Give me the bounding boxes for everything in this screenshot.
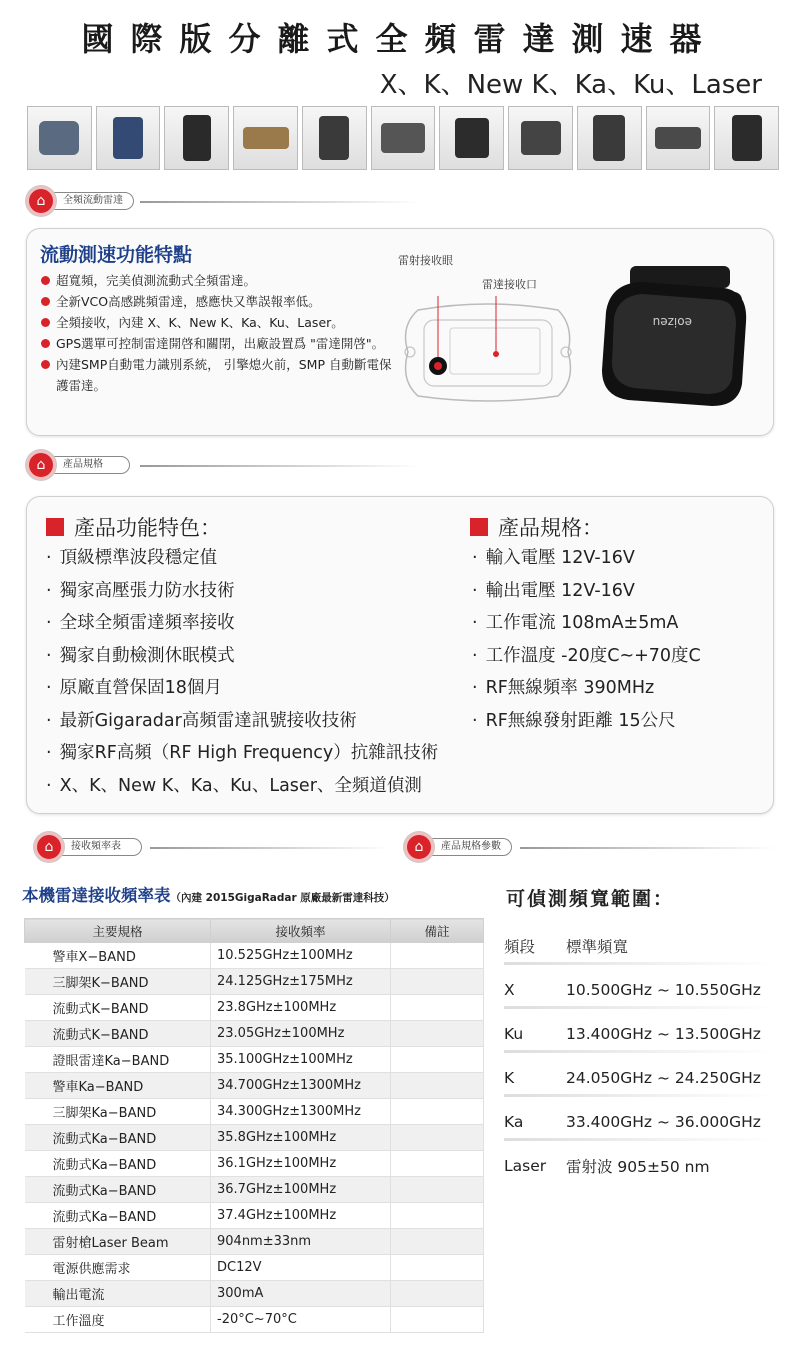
table-cell: 35.100GHz±100MHz — [211, 1047, 391, 1073]
table-cell — [391, 1229, 484, 1255]
table-row — [25, 1073, 484, 1099]
table-cell — [391, 1099, 484, 1125]
table-cell: 流動式Ka−BAND — [25, 1177, 211, 1203]
band-width: 24.050GHz ~ 24.250GHz — [566, 1068, 761, 1087]
table-cell — [391, 1151, 484, 1177]
band-width: 10.500GHz ~ 10.550GHz — [566, 980, 761, 999]
product-spec-item: · 輸出電壓 12V-16V — [472, 580, 635, 601]
product-feature-item: · 全球全頻雷達頻率接收 — [46, 613, 235, 633]
table-row — [25, 1125, 484, 1151]
band-row — [504, 1144, 776, 1188]
section-divider — [140, 465, 420, 467]
thumbnail-tripod-camera — [508, 106, 573, 170]
band-width: 33.400GHz ~ 36.000GHz — [566, 1112, 761, 1131]
red-square-icon — [46, 518, 64, 536]
section-tag-label: 產品規格 — [46, 456, 130, 474]
band-name: Laser — [504, 1156, 547, 1175]
thumbnail-mobile-radar — [714, 106, 779, 170]
section-tag-label: 全頻流動雷達 — [46, 192, 134, 210]
section-divider — [150, 847, 390, 849]
product-feature-item: · 獨家自動檢測休眠模式 — [46, 645, 235, 666]
band-name: K — [504, 1068, 515, 1087]
column-header: 主要規格 — [25, 919, 211, 943]
band-width: 13.400GHz ~ 13.500GHz — [566, 1024, 761, 1043]
band-name: Ka — [504, 1112, 524, 1131]
table-row — [25, 943, 484, 969]
table-row — [25, 995, 484, 1021]
laser-receiver-label: 雷射接收眼 — [398, 254, 453, 267]
receive-frequency-table — [24, 918, 484, 1333]
table-cell: 流動式Ka−BAND — [25, 1203, 211, 1229]
table-cell: 工作溫度 — [25, 1307, 211, 1333]
product-spec-item: · RF無線頻率 390MHz — [472, 678, 655, 698]
table-cell: 流動式Ka−BAND — [25, 1125, 211, 1151]
feature-item: 內建SMP自動電力識別系統， 引擎熄火前，SMP 自動斷電保護雷達。 — [40, 354, 400, 396]
band-row — [504, 968, 776, 1012]
column-header: 接收頻率 — [211, 919, 391, 943]
column-header: 頻段 — [504, 937, 536, 956]
table-cell: 34.300GHz±1300MHz — [211, 1099, 391, 1125]
table-row — [25, 1151, 484, 1177]
band-range-title: 可偵測頻寬範圍： — [506, 888, 675, 910]
table-cell: 輸出電流 — [25, 1281, 211, 1307]
section-divider — [520, 847, 776, 849]
device-brand-text: eoizeu — [652, 315, 692, 329]
column-header: 標準頻寬 — [566, 937, 629, 956]
table-cell: 34.700GHz±1300MHz — [211, 1073, 391, 1099]
band-header-row — [504, 924, 776, 968]
table-cell — [391, 943, 484, 969]
table-row — [25, 1099, 484, 1125]
thumbnail-police-officer — [27, 106, 92, 170]
thumbnail-laser-gun — [164, 106, 229, 170]
feature-item: 超寬頻，完美偵測流動式全頻雷達。 — [40, 270, 400, 291]
band-row — [504, 1056, 776, 1100]
table-row — [25, 1255, 484, 1281]
section-tag-label: 產品規格參數 — [424, 838, 512, 856]
product-spec-list — [472, 542, 701, 737]
table-cell — [391, 1281, 484, 1307]
table-row — [25, 969, 484, 995]
band-row — [504, 1100, 776, 1144]
product-spec-item: · 輸入電壓 12V-16V — [472, 548, 635, 568]
features-title: 流動測速功能特點 — [40, 244, 193, 266]
table-cell: 36.1GHz±100MHz — [211, 1151, 391, 1177]
table-cell: 23.05GHz±100MHz — [211, 1021, 391, 1047]
product-spec-item: · 工作溫度 -20度C~+70度C — [472, 645, 701, 666]
home-icon: ⌂ — [404, 832, 434, 862]
thumbnail-speed-gun — [439, 106, 504, 170]
section-tag-product-spec — [26, 450, 130, 480]
table-cell: 警車X−BAND — [25, 943, 211, 969]
page-title: 國際版分離式全頻雷達測速器 — [81, 20, 719, 58]
table-cell — [391, 1125, 484, 1151]
band-row — [504, 1012, 776, 1056]
table-cell: 流動式K−BAND — [25, 995, 211, 1021]
device-outline-diagram — [398, 296, 578, 408]
features-list — [40, 270, 400, 396]
thumbnail-handheld-radar — [302, 106, 367, 170]
band-range-table — [504, 924, 776, 1188]
table-cell: 電源供應需求 — [25, 1255, 211, 1281]
feature-item: 全頻接收，內建 X、K、New K、Ka、Ku、Laser。 — [40, 312, 400, 333]
table-cell: DC12V — [211, 1255, 391, 1281]
page-subtitle: X、K、New K、Ka、Ku、Laser — [379, 70, 762, 100]
table-cell: 24.125GHz±175MHz — [211, 969, 391, 995]
product-spec-item: · RF無線發射距離 15公尺 — [472, 710, 676, 731]
thumbnail-radar-console — [371, 106, 436, 170]
table-cell: 300mA — [211, 1281, 391, 1307]
home-icon: ⌂ — [26, 450, 56, 480]
thumbnail-display-unit — [646, 106, 711, 170]
band-width: 雷射波 905±50 nm — [566, 1157, 710, 1176]
table-row — [25, 1047, 484, 1073]
product-thumbnail-strip — [27, 106, 779, 170]
table-cell — [391, 1203, 484, 1229]
table-cell: 36.7GHz±100MHz — [211, 1177, 391, 1203]
product-feature-item: · X、K、New K、Ka、Ku、Laser、全頻道偵測 — [46, 775, 422, 796]
product-feature-item: · 原廠直營保固18個月 — [46, 678, 222, 698]
product-spec-heading: 產品規格： — [470, 512, 603, 542]
table-cell: -20°C~70°C — [211, 1307, 391, 1333]
radar-receiver-label: 雷達接收口 — [482, 278, 537, 291]
table-row — [25, 1203, 484, 1229]
radar-device-photo — [596, 262, 760, 412]
home-icon: ⌂ — [34, 832, 64, 862]
table-cell: 10.525GHz±100MHz — [211, 943, 391, 969]
feature-item: GPS選單可控制雷達開啓和關閉，出廠設置爲 "雷達開啓"。 — [40, 333, 400, 354]
table-cell — [391, 1073, 484, 1099]
column-header: 備註 — [391, 919, 484, 943]
product-features-list — [46, 542, 438, 802]
table-row — [25, 1021, 484, 1047]
table-cell: 流動式Ka−BAND — [25, 1151, 211, 1177]
home-icon: ⌂ — [26, 186, 56, 216]
product-features-heading: 產品功能特色： — [46, 512, 221, 542]
thumbnail-radar-unit — [233, 106, 298, 170]
feature-item: 全新VCO高感跳頻雷達，感應快又準誤報率低。 — [40, 291, 400, 312]
red-square-icon — [470, 518, 488, 536]
product-feature-item: · 獨家高壓張力防水技術 — [46, 580, 235, 601]
table-header-row — [25, 919, 484, 943]
table-cell — [391, 995, 484, 1021]
table-cell: 23.8GHz±100MHz — [211, 995, 391, 1021]
table-cell: 三脚架K−BAND — [25, 969, 211, 995]
table-cell — [391, 1021, 484, 1047]
table-cell — [391, 1177, 484, 1203]
section-tag-label: 接收頻率表 — [54, 838, 142, 856]
table-cell: 三脚架Ka−BAND — [25, 1099, 211, 1125]
freq-table-title: 本機雷達接收頻率表（內建 2015GigaRadar 原廠最新雷達科技） — [22, 886, 395, 905]
table-cell: 雷射槍Laser Beam — [25, 1229, 211, 1255]
table-cell: 警車Ka−BAND — [25, 1073, 211, 1099]
table-row — [25, 1307, 484, 1333]
table-cell: 904nm±33nm — [211, 1229, 391, 1255]
thumbnail-tripod-radar — [577, 106, 642, 170]
table-row — [25, 1281, 484, 1307]
table-cell: 37.4GHz±100MHz — [211, 1203, 391, 1229]
section-tag-flow-radar — [26, 186, 134, 216]
product-feature-item: · 頂級標準波段穩定值 — [46, 548, 218, 568]
product-feature-item: · 最新Gigaradar高頻雷達訊號接收技術 — [46, 710, 357, 731]
table-cell: 35.8GHz±100MHz — [211, 1125, 391, 1151]
section-tag-spec-params — [404, 832, 512, 862]
table-cell — [391, 969, 484, 995]
band-name: X — [504, 980, 515, 999]
table-cell — [391, 1307, 484, 1333]
product-feature-item: · 獨家RF高頻（RF High Frequency）抗雜訊技術 — [46, 743, 439, 763]
table-cell — [391, 1255, 484, 1281]
table-row — [25, 1229, 484, 1255]
section-tag-receive-table — [34, 832, 142, 862]
section-divider — [140, 201, 420, 203]
table-cell: 流動式K−BAND — [25, 1021, 211, 1047]
product-spec-item: · 工作電流 108mA±5mA — [472, 613, 679, 633]
band-name: Ku — [504, 1024, 524, 1043]
table-row — [25, 1177, 484, 1203]
table-cell — [391, 1047, 484, 1073]
thumbnail-radar-gun — [96, 106, 161, 170]
table-cell: 證眼雷達Ka−BAND — [25, 1047, 211, 1073]
